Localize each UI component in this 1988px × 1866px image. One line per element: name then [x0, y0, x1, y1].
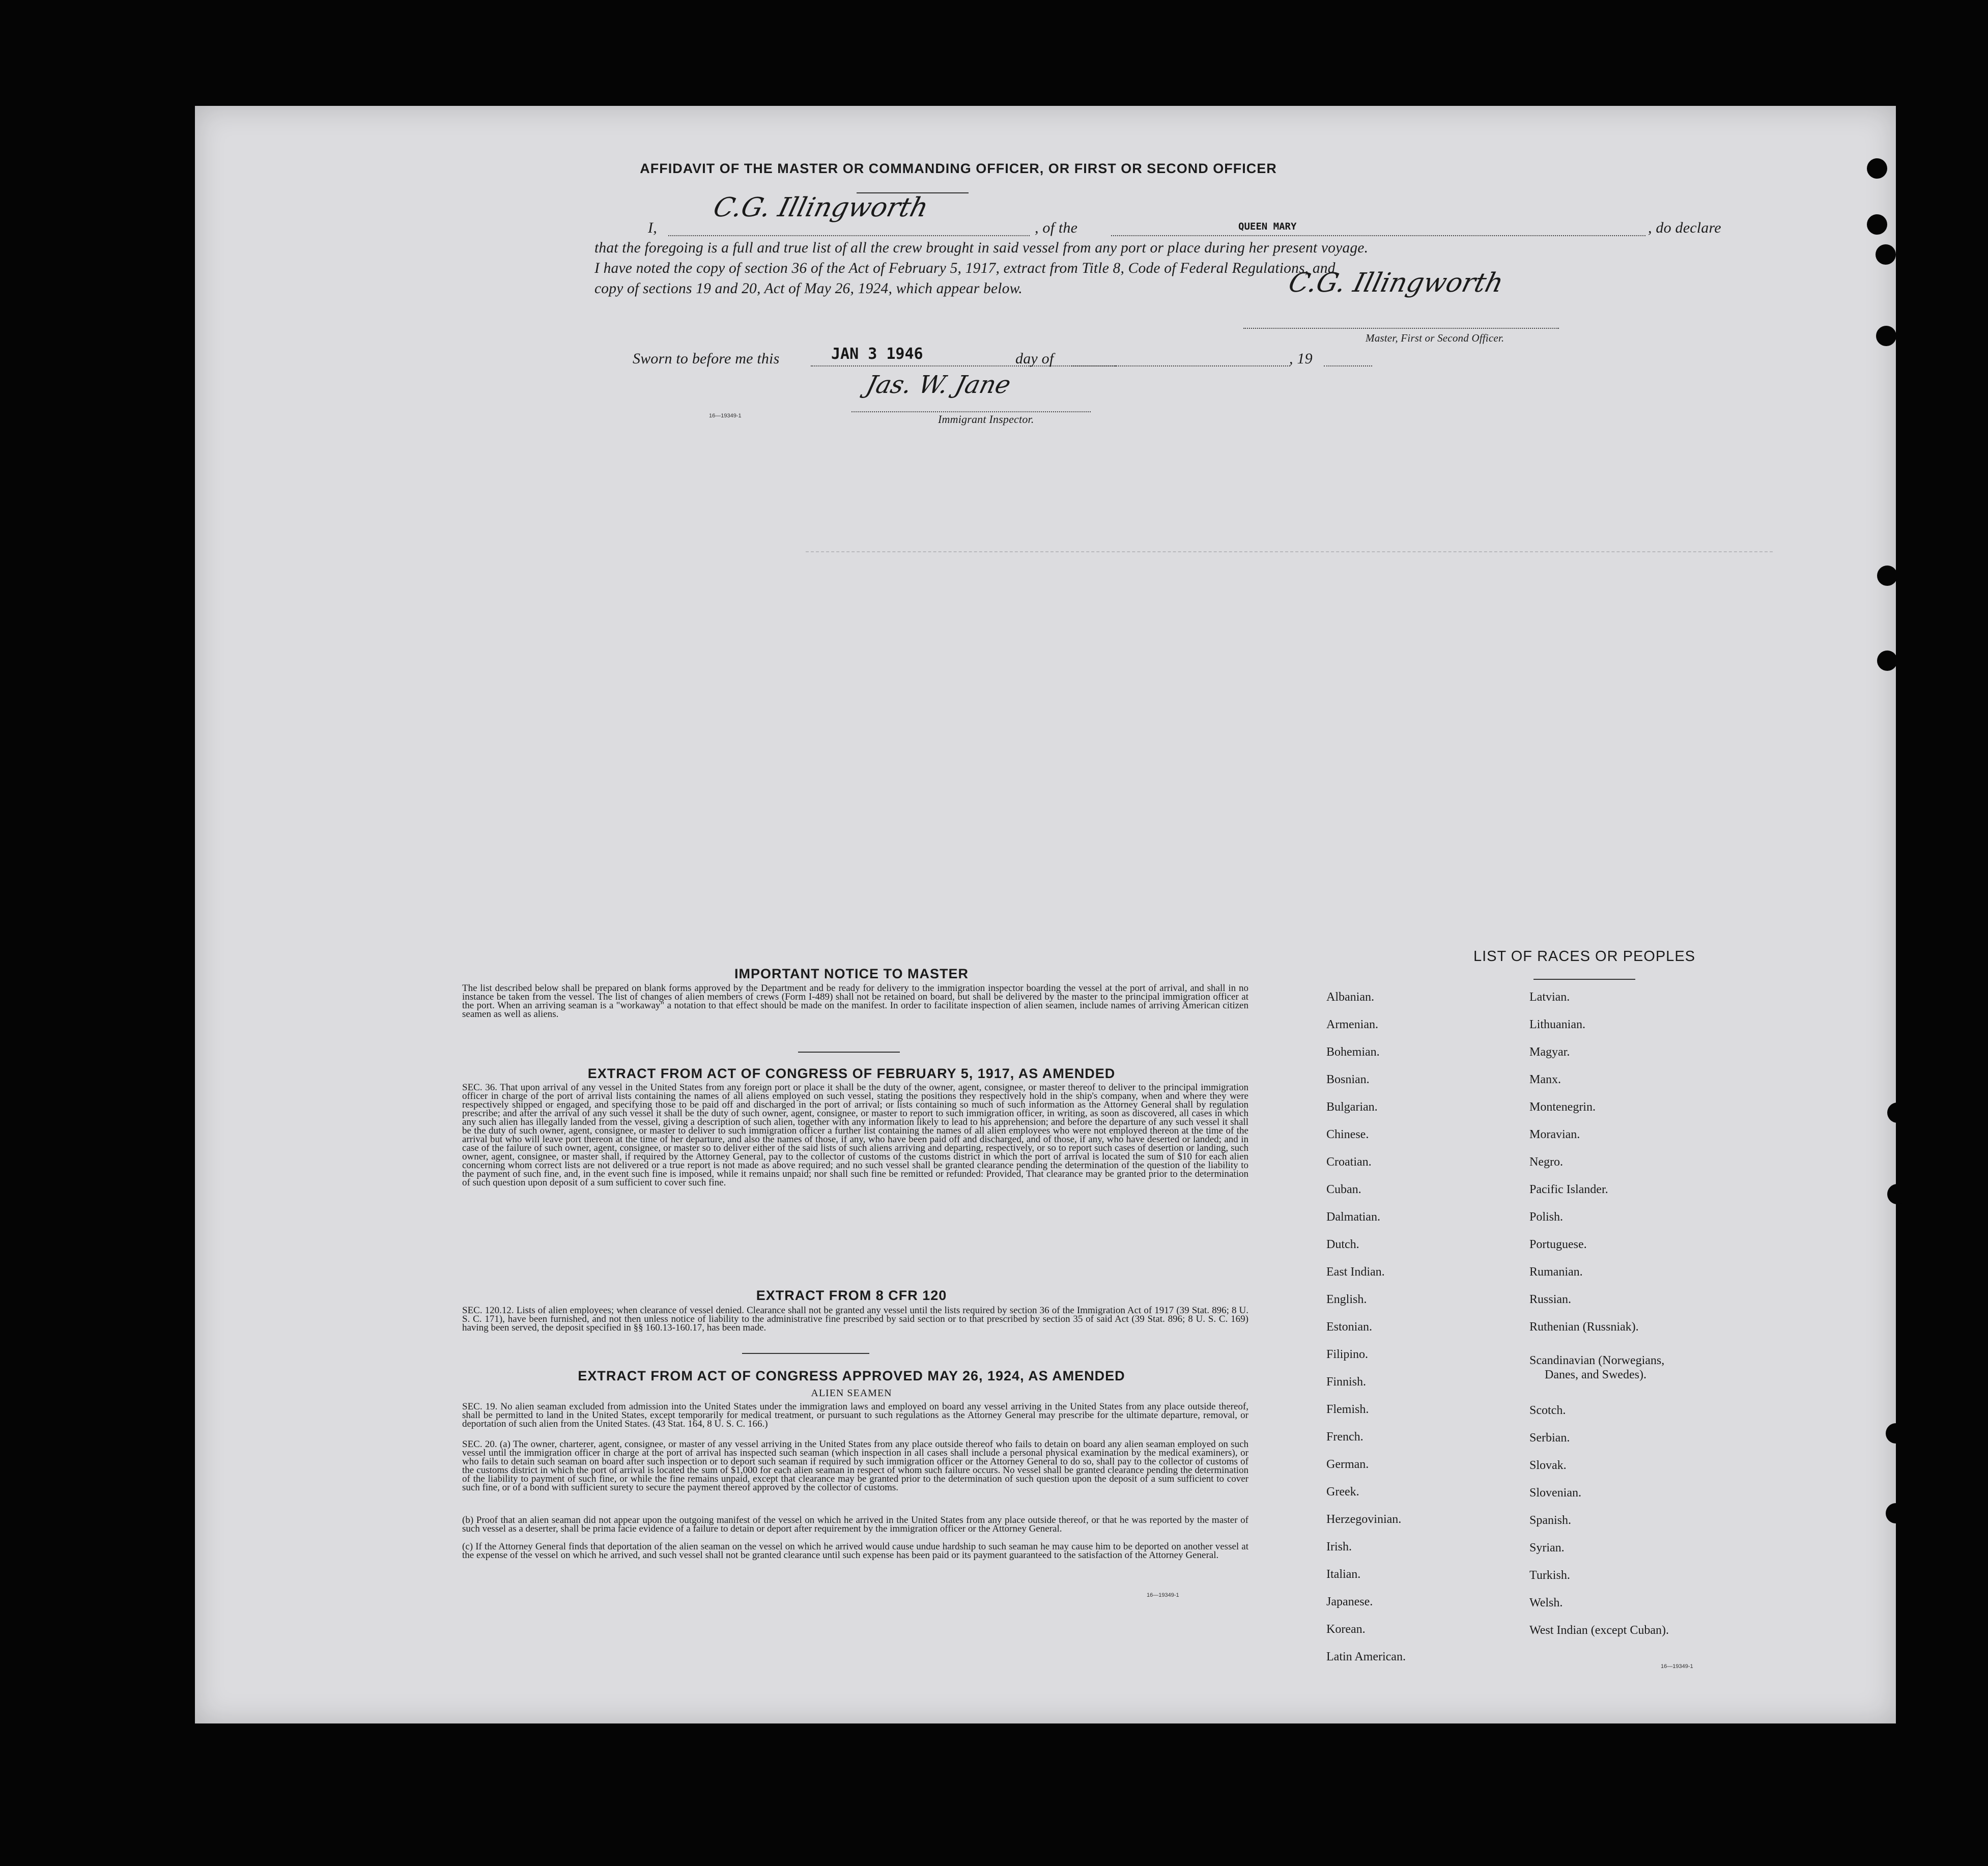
- race-item: German.: [1326, 1458, 1369, 1471]
- race-item: Filipino.: [1326, 1348, 1369, 1361]
- race-item: Montenegrin.: [1529, 1100, 1596, 1114]
- sworn-day-field: [811, 365, 1116, 366]
- race-item: Negro.: [1529, 1155, 1563, 1169]
- extract-1924-subtitle: ALIEN SEAMEN: [811, 1388, 892, 1399]
- race-item: French.: [1326, 1430, 1364, 1444]
- race-item: Chinese.: [1326, 1128, 1369, 1141]
- race-item: Greek.: [1326, 1485, 1359, 1499]
- race-item: Albanian.: [1326, 991, 1374, 1004]
- race-item: Flemish.: [1326, 1403, 1369, 1416]
- race-item: Japanese.: [1326, 1595, 1373, 1608]
- affidavit-of-the-label: , of the: [1035, 219, 1078, 236]
- punch-hole: [1887, 1184, 1908, 1204]
- punch-hole: [1867, 158, 1887, 179]
- sworn-date-stamp: JAN 3 1946: [831, 345, 923, 363]
- race-item: Danes, and Swedes).: [1545, 1368, 1646, 1381]
- races-form-number: 16—19349-1: [1661, 1663, 1693, 1670]
- race-item: Dalmatian.: [1326, 1210, 1380, 1224]
- extract-cfr-title: EXTRACT FROM 8 CFR 120: [756, 1288, 947, 1303]
- race-item: Spanish.: [1529, 1514, 1572, 1527]
- races-title-rule: [1533, 979, 1635, 980]
- affidavit-form-number: 16—19349-1: [709, 413, 742, 419]
- notice-body: The list described below shall be prepared on blank forms approved by the Department and be ready for delivery to the immigration inspector boarding the vessel at the port of arrival, and shall in no instance be taken from the vessel. The list of changes of alien members of crews (Form I-489) shall not be retained on board, but shall be delivered by the master to the principal immigration officer at the port. When an arriving seaman is a "workaway" a notation to that effect should be made on the manifest. In order to facilitate inspection of alien seamen, include names of arriving American citizen seamen as well as aliens.: [462, 983, 1248, 1020]
- race-item: Slovenian.: [1529, 1486, 1581, 1500]
- race-item: Portuguese.: [1529, 1238, 1587, 1251]
- extract-1924-sec20a: SEC. 20. (a) The owner, charterer, agent, consignee, or master of any vessel arriving in the United States from any place outside thereof who fails to detain on board any alien seaman employed on such vessel until the immigration officer in charge at the port of arrival has inspected such seaman (which inspection in all cases shall include a personal physical examination by the medical examiners), or who fails to detain such seaman on board after such inspection or to deport such seaman if required by such immigration officer or the Attorney General to do so, shall pay to the collector of customs of the customs district in which the port of arrival is located the sum of $1,000 for each alien seaman in respect of whom such failure occurs. No vessel shall be granted clearance pending the determination of the liability to payment of such fine, or while the fine remains unpaid, except that clearance may be granted prior to the determination of such question upon the deposit of a sum sufficient to cover such fine, or of a bond with sufficient surety to secure the payment thereof approved by the collector of customs.: [462, 1439, 1248, 1493]
- day-of-label: day of: [1015, 350, 1054, 367]
- race-item: Slovak.: [1529, 1459, 1567, 1472]
- race-item: Herzegovinian.: [1326, 1513, 1402, 1526]
- race-item: Cuban.: [1326, 1183, 1361, 1196]
- punch-hole: [1867, 214, 1887, 235]
- vessel-name-stamp: QUEEN MARY: [1238, 221, 1297, 232]
- race-item: West Indian (except Cuban).: [1529, 1624, 1669, 1637]
- race-item: Polish.: [1529, 1210, 1564, 1224]
- race-item: Bosnian.: [1326, 1073, 1370, 1086]
- extract-cfr-rule: [742, 1353, 869, 1354]
- extract-1924-title: EXTRACT FROM ACT OF CONGRESS APPROVED MAY 26, 1924, AS AMENDED: [578, 1368, 1125, 1383]
- race-item: Dutch.: [1326, 1238, 1359, 1251]
- notice-rule: [798, 1052, 900, 1053]
- officer-signature-line: [1243, 328, 1559, 329]
- race-item: Ruthenian (Russniak).: [1529, 1320, 1639, 1334]
- race-item: Armenian.: [1326, 1018, 1378, 1031]
- affidavit-line-4: copy of sections 19 and 20, Act of May 26, 1924, which appear below.: [594, 280, 1023, 297]
- race-item: Bohemian.: [1326, 1045, 1380, 1059]
- extract-1917-title: EXTRACT FROM ACT OF CONGRESS OF FEBRUARY 5, 1917, AS AMENDED: [587, 1066, 1116, 1081]
- races-title: LIST OF RACES OR PEOPLES: [1473, 948, 1696, 965]
- year-label: , 19: [1289, 350, 1313, 367]
- race-item: Manx.: [1529, 1073, 1561, 1086]
- sworn-label: Sworn to before me this: [633, 350, 780, 367]
- inspector-signature: Jas. W. Jane: [863, 371, 1014, 399]
- notice-title: IMPORTANT NOTICE TO MASTER: [734, 966, 969, 981]
- inspector-caption: Immigrant Inspector.: [938, 413, 1034, 426]
- race-item: Lithuanian.: [1529, 1018, 1585, 1031]
- race-item: English.: [1326, 1293, 1367, 1306]
- extract-1924-sec20c: (c) If the Attorney General finds that deportation of the alien seaman on the vessel on which he arrived would cause undue hardship to such seaman he may cause him to be deported on another vessel at the expense of the vessel on which he arrived, and such vessel shall not be granted clearance until such expense has been paid or its payment guaranteed to the satisfaction of the Attorney General.: [462, 1541, 1248, 1561]
- extract-1924-sec20b: (b) Proof that an alien seaman did not appear upon the outgoing manifest of the vessel on which he arrived in the United States from any place outside thereof, or that he was reported by the master of such vessel as a deserter, shall be prima facie evidence of a failure to detain or deport after requirement by the immigration officer or the Attorney General.: [462, 1515, 1248, 1534]
- year-field: [1324, 365, 1372, 366]
- officer-signature: C.G. Illingworth: [1285, 268, 1507, 298]
- punch-hole: [1886, 1503, 1906, 1523]
- race-item: Moravian.: [1529, 1128, 1580, 1141]
- race-item: Turkish.: [1529, 1569, 1570, 1582]
- race-item: Rumanian.: [1529, 1265, 1583, 1279]
- signatory-signature: C.G. Illingworth: [710, 192, 931, 223]
- fold-line: [806, 551, 1773, 552]
- punch-hole: [1886, 1423, 1906, 1444]
- vessel-name-field: [1111, 235, 1645, 236]
- race-item: East Indian.: [1326, 1265, 1385, 1279]
- race-item: Irish.: [1326, 1540, 1352, 1553]
- race-item: Estonian.: [1326, 1320, 1372, 1334]
- race-item: Pacific Islander.: [1529, 1183, 1608, 1196]
- punch-hole: [1887, 1102, 1908, 1123]
- race-item: Russian.: [1529, 1293, 1572, 1306]
- punch-hole: [1876, 244, 1896, 265]
- affidavit-title: AFFIDAVIT OF THE MASTER OR COMMANDING OFFICER, OR FIRST OR SECOND OFFICER: [640, 161, 1277, 176]
- race-item: Scandinavian (Norwegians,: [1529, 1354, 1665, 1367]
- race-item: Korean.: [1326, 1623, 1366, 1636]
- extract-cfr-body: SEC. 120.12. Lists of alien employees; when clearance of vessel denied. Clearance shall not be granted any vessel until the lists required by section 36 of the Immigration Act of 1917 (39 Stat. 896; 8 U. S. C. 171), have been furnished, and not then unless notice of liability to the administrative fine prescribed by said section or to that prescribed by section 35 of said Act (39 Stat. 896; 8 U. S. C. 169) having been served, the deposit specified in §§ 160.13-160.17, has been made.: [462, 1305, 1248, 1333]
- document-page: [195, 106, 1896, 1723]
- race-item: Croatian.: [1326, 1155, 1372, 1169]
- race-item: Serbian.: [1529, 1431, 1570, 1445]
- race-item: Syrian.: [1529, 1541, 1565, 1554]
- punch-hole: [1876, 326, 1896, 346]
- punch-hole: [1877, 651, 1897, 671]
- race-item: Finnish.: [1326, 1375, 1367, 1389]
- extract-1917-body: SEC. 36. That upon arrival of any vessel in the United States from any foreign port or place it shall be the duty of the owner, agent, consignee, or master thereof to deliver to the principal immigration officer in charge of the port of arrival lists containing the names of all aliens employed on such vessel, stating the positions they respectively hold in the ship's company, when and where they were respectively shipped or engaged, and specifying those to be paid off and discharged in the port of arrival; or lists containing so much of such information as the Attorney General shall by regulation prescribe; and after the arrival of any such vessel it shall be the duty of such owner, agent, consignee, or master to report to such immigration officer, in writing, as soon as discovered, all cases in which any such alien has illegally landed from the vessel, giving a description of such alien, together with any information likely to lead to his apprehension; and before the departure of any such vessel it shall be the duty of such owner, agent, consignee, or master to deliver to such immigration officer a further list containing the names of all alien employees who were not employed thereon at the time of the arrival but who will leave port thereon at the time of her departure, and also the names of those, if any, who have been paid off and discharged, and of those, if any, who have deserted or landed; and in case of the failure of such owner, agent, consignee, or master so to deliver either of the said lists of such aliens arriving and departing, respectively, or so to report such cases of desertion or landing, such owner, agent, consignee, or master shall, if required by the Attorney General, pay to the collector of customs of the customs district in which the port of arrival is located the sum of $10 for each alien concerning whom correct lists are not delivered or a true report is not made as above required; and no such vessel shall be granted clearance pending the determination of the question of the liability to the payment of such fine, and, in the event such fine is imposed, while it remains unpaid; nor shall such fine be remitted or refunded: Provided, That clearance may be granted prior to the determination of such question upon deposit of a sum sufficient to cover such fine.: [462, 1082, 1248, 1188]
- affidavit-do-declare-label: , do declare: [1648, 219, 1721, 236]
- extract-1924-form-number: 16—19349-1: [1147, 1592, 1179, 1598]
- race-item: Latvian.: [1529, 991, 1570, 1004]
- race-item: Bulgarian.: [1326, 1100, 1378, 1114]
- month-field: [1071, 365, 1290, 366]
- race-item: Welsh.: [1529, 1596, 1563, 1609]
- signatory-name-field: [668, 235, 1030, 236]
- race-item: Italian.: [1326, 1568, 1361, 1581]
- inspector-signature-line: [851, 411, 1091, 412]
- race-item: Magyar.: [1529, 1045, 1570, 1059]
- affidavit-i-label: I,: [648, 219, 657, 236]
- extract-1924-sec19: SEC. 19. No alien seaman excluded from admission into the United States under the immigration laws and employed on board any vessel arriving in the United States from any place outside thereof, shall be permitted to land in the United States, except temporarily for medical treatment, or pursuant to such regulations as the Attorney General may prescribe for the ultimate departure, removal, or deportation of such alien from the United States. (43 Stat. 164, 8 U. S. C. 166.): [462, 1401, 1248, 1429]
- race-item: Latin American.: [1326, 1650, 1406, 1663]
- officer-signature-caption: Master, First or Second Officer.: [1366, 332, 1504, 344]
- affidavit-line-2: that the foregoing is a full and true list of all the crew brought in said vessel from any port or place during her present voyage.: [594, 240, 1369, 256]
- affidavit-line-3: I have noted the copy of section 36 of the Act of February 5, 1917, extract from Title 8, Code of Federal Regulations, and: [594, 260, 1336, 276]
- punch-hole: [1877, 566, 1897, 586]
- race-item: Scotch.: [1529, 1404, 1566, 1417]
